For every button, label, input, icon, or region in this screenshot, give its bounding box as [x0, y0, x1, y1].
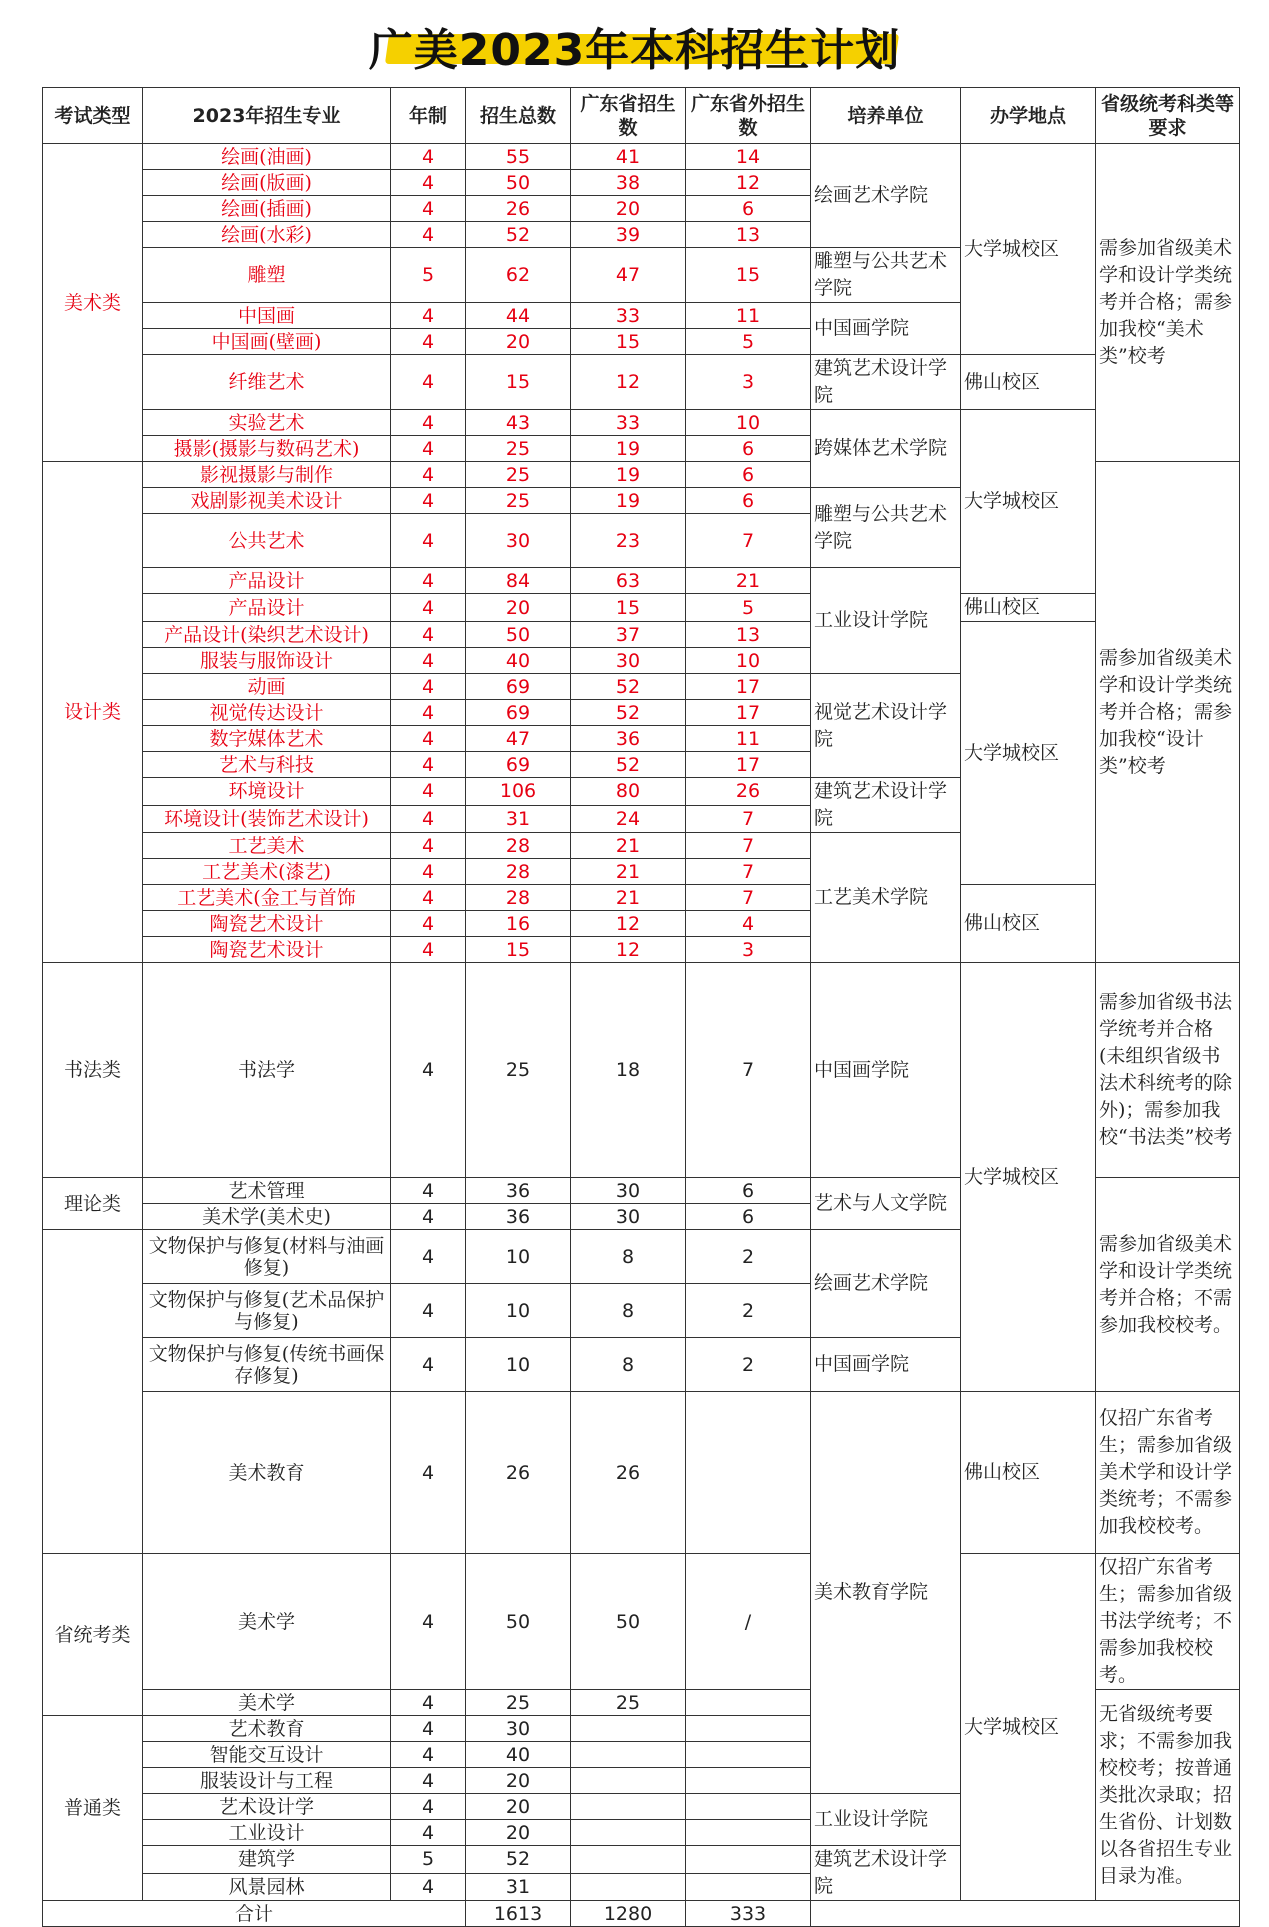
guangdong-cell: 38: [571, 170, 686, 196]
years-cell: 4: [391, 170, 466, 196]
major-cell: 文物保护与修复(材料与油画修复): [143, 1230, 391, 1284]
outside-cell: 6: [686, 1178, 811, 1204]
guangdong-cell: 24: [571, 805, 686, 833]
outside-cell: 13: [686, 622, 811, 648]
guangdong-cell: 21: [571, 833, 686, 859]
guangdong-cell: 20: [571, 196, 686, 222]
total-label: 合计: [43, 1901, 466, 1927]
location-cell: 大学城校区: [961, 410, 1096, 594]
major-cell: 数字媒体艺术: [143, 726, 391, 752]
total-cell: 106: [466, 778, 571, 806]
guangdong-cell: 36: [571, 726, 686, 752]
guangdong-cell: 47: [571, 248, 686, 303]
column-header: 招生总数: [466, 88, 571, 144]
years-cell: 4: [391, 937, 466, 963]
header-row: [43, 88, 1240, 144]
table-row: [43, 594, 1240, 622]
outside-cell: 2: [686, 1230, 811, 1284]
total-cell: 30: [466, 514, 571, 568]
outside-cell: 6: [686, 196, 811, 222]
requirement-cell: 需参加省级书法学统考并合格(未组织省级书法术科统考的除外)；需参加我校“书法类”校考: [1096, 963, 1240, 1178]
years-cell: 4: [391, 1742, 466, 1768]
years-cell: 4: [391, 410, 466, 436]
location-cell: 大学城校区: [961, 963, 1096, 1392]
years-cell: 4: [391, 963, 466, 1178]
exam-type-cell: [43, 1230, 143, 1554]
total-cell: 52: [466, 222, 571, 248]
major-cell: 动画: [143, 674, 391, 700]
major-cell: 绘画(油画): [143, 144, 391, 170]
outside-cell: 17: [686, 674, 811, 700]
outside-cell: 2: [686, 1338, 811, 1392]
guangdong-cell: 12: [571, 911, 686, 937]
location-cell: 大学城校区: [961, 1554, 1096, 1901]
guangdong-cell: 12: [571, 355, 686, 410]
total-cell: 43: [466, 410, 571, 436]
table-row: [43, 622, 1240, 648]
guangdong-cell: 8: [571, 1230, 686, 1284]
guangdong-cell: 8: [571, 1338, 686, 1392]
outside-cell: [686, 1690, 811, 1716]
guangdong-cell: 33: [571, 303, 686, 329]
unit-cell: 建筑艺术设计学院: [811, 355, 961, 410]
total-cell: 16: [466, 911, 571, 937]
guangdong-cell: 39: [571, 222, 686, 248]
outside-cell: [686, 1768, 811, 1794]
exam-type-cell: 普通类: [43, 1716, 143, 1901]
years-cell: 4: [391, 568, 466, 594]
guangdong-cell: 50: [571, 1554, 686, 1690]
guangdong-cell: 30: [571, 1178, 686, 1204]
guangdong-cell: 19: [571, 488, 686, 514]
years-cell: 4: [391, 885, 466, 911]
major-cell: 绘画(版画): [143, 170, 391, 196]
table-row: [43, 410, 1240, 436]
total-cell: 30: [466, 1716, 571, 1742]
years-cell: 4: [391, 355, 466, 410]
guangdong-cell: [571, 1794, 686, 1820]
major-cell: 美术学: [143, 1554, 391, 1690]
major-cell: 智能交互设计: [143, 1742, 391, 1768]
major-cell: 美术教育: [143, 1392, 391, 1554]
total-cell: 52: [466, 1846, 571, 1874]
major-cell: 工艺美术(金工与首饰: [143, 885, 391, 911]
total-cell: 28: [466, 885, 571, 911]
requirement-cell: 需参加省级美术学和设计学类统考并合格；需参加我校“美术类”校考: [1096, 144, 1240, 462]
outside-cell: 7: [686, 859, 811, 885]
guangdong-cell: 26: [571, 1392, 686, 1554]
guangdong-cell: 18: [571, 963, 686, 1178]
total-cell: 47: [466, 726, 571, 752]
guangdong-cell: 21: [571, 885, 686, 911]
outside-cell: 6: [686, 488, 811, 514]
requirement-cell: 仅招广东省考生；需参加省级书法学统考；不需参加我校校考。: [1096, 1554, 1240, 1690]
years-cell: 4: [391, 462, 466, 488]
years-cell: 4: [391, 1768, 466, 1794]
requirement-cell: 仅招广东省考生；需参加省级美术学和设计学类统考；不需参加我校校考。: [1096, 1392, 1240, 1554]
total-cell: 69: [466, 752, 571, 778]
major-cell: 陶瓷艺术设计: [143, 911, 391, 937]
guangdong-cell: 12: [571, 937, 686, 963]
years-cell: 4: [391, 1794, 466, 1820]
total-cell: 15: [466, 937, 571, 963]
years-cell: 4: [391, 514, 466, 568]
column-header: 考试类型: [43, 88, 143, 144]
unit-cell: 美术教育学院: [811, 1392, 961, 1794]
major-cell: 戏剧影视美术设计: [143, 488, 391, 514]
exam-type-cell: 美术类: [43, 144, 143, 462]
major-cell: 环境设计(装饰艺术设计): [143, 805, 391, 833]
table-row: [43, 963, 1240, 1178]
major-cell: 艺术教育: [143, 1716, 391, 1742]
guangdong-cell: 15: [571, 594, 686, 622]
total-cell: 25: [466, 1690, 571, 1716]
major-cell: 产品设计(染织艺术设计): [143, 622, 391, 648]
years-cell: 4: [391, 1820, 466, 1846]
total-row: [43, 1901, 1240, 1927]
guangdong-cell: [571, 1820, 686, 1846]
outside-cell: 13: [686, 222, 811, 248]
guangdong-cell: 80: [571, 778, 686, 806]
years-cell: 4: [391, 726, 466, 752]
outside-cell: [686, 1873, 811, 1901]
guangdong-cell: 30: [571, 1204, 686, 1230]
total-cell: 40: [466, 1742, 571, 1768]
outside-cell: [686, 1846, 811, 1874]
years-cell: 4: [391, 700, 466, 726]
total-blank: [811, 1901, 1240, 1927]
guangdong-cell: [571, 1873, 686, 1901]
outside-cell: [686, 1742, 811, 1768]
years-cell: 4: [391, 674, 466, 700]
unit-cell: 跨媒体艺术学院: [811, 410, 961, 488]
location-cell: 佛山校区: [961, 885, 1096, 963]
years-cell: 4: [391, 1873, 466, 1901]
unit-cell: 艺术与人文学院: [811, 1178, 961, 1230]
guangdong-cell: 52: [571, 674, 686, 700]
unit-cell: 视觉艺术设计学院: [811, 674, 961, 778]
column-header: 培养单位: [811, 88, 961, 144]
total-cell: 28: [466, 859, 571, 885]
grand-guangdong-cell: 1280: [571, 1901, 686, 1927]
guangdong-cell: [571, 1846, 686, 1874]
column-header: 年制: [391, 88, 466, 144]
location-cell: 大学城校区: [961, 622, 1096, 885]
major-cell: 环境设计: [143, 778, 391, 806]
years-cell: 4: [391, 222, 466, 248]
grand-outside-cell: 333: [686, 1901, 811, 1927]
total-cell: 62: [466, 248, 571, 303]
guangdong-cell: 23: [571, 514, 686, 568]
years-cell: 4: [391, 1554, 466, 1690]
exam-type-cell: 理论类: [43, 1178, 143, 1230]
years-cell: 4: [391, 1204, 466, 1230]
outside-cell: 7: [686, 805, 811, 833]
guangdong-cell: 25: [571, 1690, 686, 1716]
major-cell: 美术学: [143, 1690, 391, 1716]
major-cell: 中国画(壁画): [143, 329, 391, 355]
outside-cell: [686, 1392, 811, 1554]
total-cell: 69: [466, 700, 571, 726]
guangdong-cell: [571, 1716, 686, 1742]
total-cell: 20: [466, 594, 571, 622]
total-cell: 20: [466, 1768, 571, 1794]
major-cell: 艺术管理: [143, 1178, 391, 1204]
years-cell: 4: [391, 778, 466, 806]
years-cell: 4: [391, 144, 466, 170]
total-cell: 25: [466, 488, 571, 514]
outside-cell: 3: [686, 937, 811, 963]
outside-cell: 7: [686, 514, 811, 568]
major-cell: 雕塑: [143, 248, 391, 303]
major-cell: 绘画(插画): [143, 196, 391, 222]
years-cell: 4: [391, 1392, 466, 1554]
unit-cell: 中国画学院: [811, 1338, 961, 1392]
guangdong-cell: 19: [571, 436, 686, 462]
table-row: [43, 144, 1240, 170]
unit-cell: 中国画学院: [811, 963, 961, 1178]
guangdong-cell: 52: [571, 752, 686, 778]
years-cell: 4: [391, 622, 466, 648]
years-cell: 4: [391, 1178, 466, 1204]
outside-cell: 11: [686, 726, 811, 752]
guangdong-cell: 19: [571, 462, 686, 488]
major-cell: 影视摄影与制作: [143, 462, 391, 488]
major-cell: 书法学: [143, 963, 391, 1178]
table-row: [43, 355, 1240, 410]
guangdong-cell: 41: [571, 144, 686, 170]
major-cell: 艺术设计学: [143, 1794, 391, 1820]
years-cell: 4: [391, 859, 466, 885]
outside-cell: [686, 1794, 811, 1820]
outside-cell: 7: [686, 833, 811, 859]
major-cell: 纤维艺术: [143, 355, 391, 410]
unit-cell: 工业设计学院: [811, 568, 961, 674]
column-header: 省级统考科类等要求: [1096, 88, 1240, 144]
table-row: [43, 885, 1240, 911]
page-title: 广美2023年本科招生计划: [368, 25, 901, 76]
enrollment-plan-table: [42, 87, 1240, 1927]
guangdong-cell: 63: [571, 568, 686, 594]
major-cell: 中国画: [143, 303, 391, 329]
total-cell: 84: [466, 568, 571, 594]
years-cell: 4: [391, 329, 466, 355]
total-cell: 25: [466, 436, 571, 462]
years-cell: 5: [391, 248, 466, 303]
outside-cell: 7: [686, 885, 811, 911]
total-cell: 10: [466, 1230, 571, 1284]
years-cell: 4: [391, 594, 466, 622]
guangdong-cell: 33: [571, 410, 686, 436]
years-cell: 4: [391, 1230, 466, 1284]
major-cell: 建筑学: [143, 1846, 391, 1874]
outside-cell: 5: [686, 329, 811, 355]
total-cell: 28: [466, 833, 571, 859]
column-header: 2023年招生专业: [143, 88, 391, 144]
total-cell: 26: [466, 196, 571, 222]
total-cell: 10: [466, 1338, 571, 1392]
major-cell: 视觉传达设计: [143, 700, 391, 726]
outside-cell: 26: [686, 778, 811, 806]
years-cell: 4: [391, 1338, 466, 1392]
column-header: 办学地点: [961, 88, 1096, 144]
total-cell: 26: [466, 1392, 571, 1554]
years-cell: 4: [391, 1690, 466, 1716]
location-cell: 佛山校区: [961, 355, 1096, 410]
years-cell: 4: [391, 436, 466, 462]
unit-cell: 工艺美术学院: [811, 833, 961, 963]
total-cell: 40: [466, 648, 571, 674]
major-cell: 产品设计: [143, 568, 391, 594]
unit-cell: 雕塑与公共艺术学院: [811, 488, 961, 568]
unit-cell: 建筑艺术设计学院: [811, 1846, 961, 1901]
outside-cell: 14: [686, 144, 811, 170]
unit-cell: 雕塑与公共艺术学院: [811, 248, 961, 303]
total-cell: 55: [466, 144, 571, 170]
total-cell: 10: [466, 1284, 571, 1338]
unit-cell: 绘画艺术学院: [811, 1230, 961, 1338]
major-cell: 服装设计与工程: [143, 1768, 391, 1794]
outside-cell: 15: [686, 248, 811, 303]
guangdong-cell: 37: [571, 622, 686, 648]
requirement-cell: 无省级统考要求；不需参加我校校考；按普通类批次录取；招生省份、计划数以各省招生专业目录为准。: [1096, 1690, 1240, 1901]
total-cell: 25: [466, 963, 571, 1178]
major-cell: 美术学(美术史): [143, 1204, 391, 1230]
outside-cell: 6: [686, 436, 811, 462]
total-cell: 20: [466, 1794, 571, 1820]
column-header: 广东省招生数: [571, 88, 686, 144]
guangdong-cell: 15: [571, 329, 686, 355]
years-cell: 4: [391, 911, 466, 937]
years-cell: 4: [391, 196, 466, 222]
total-cell: 15: [466, 355, 571, 410]
exam-type-cell: 省统考类: [43, 1554, 143, 1716]
major-cell: 服装与服饰设计: [143, 648, 391, 674]
unit-cell: 中国画学院: [811, 303, 961, 355]
outside-cell: 2: [686, 1284, 811, 1338]
years-cell: 4: [391, 488, 466, 514]
outside-cell: 3: [686, 355, 811, 410]
column-header: 广东省外招生数: [686, 88, 811, 144]
outside-cell: 7: [686, 963, 811, 1178]
unit-cell: 绘画艺术学院: [811, 144, 961, 248]
unit-cell: 工业设计学院: [811, 1794, 961, 1846]
total-cell: 69: [466, 674, 571, 700]
outside-cell: 6: [686, 1204, 811, 1230]
major-cell: 实验艺术: [143, 410, 391, 436]
total-cell: 50: [466, 1554, 571, 1690]
years-cell: 4: [391, 303, 466, 329]
outside-cell: 5: [686, 594, 811, 622]
guangdong-cell: 8: [571, 1284, 686, 1338]
major-cell: 工艺美术(漆艺): [143, 859, 391, 885]
major-cell: 风景园林: [143, 1873, 391, 1901]
outside-cell: 12: [686, 170, 811, 196]
years-cell: 4: [391, 805, 466, 833]
total-cell: 50: [466, 622, 571, 648]
total-cell: 44: [466, 303, 571, 329]
guangdong-cell: 21: [571, 859, 686, 885]
total-cell: 36: [466, 1204, 571, 1230]
major-cell: 工业设计: [143, 1820, 391, 1846]
major-cell: 艺术与科技: [143, 752, 391, 778]
total-cell: 20: [466, 329, 571, 355]
major-cell: 文物保护与修复(艺术品保护与修复): [143, 1284, 391, 1338]
location-cell: 佛山校区: [961, 1392, 1096, 1554]
table-row: [43, 1392, 1240, 1554]
outside-cell: 17: [686, 752, 811, 778]
major-cell: 工艺美术: [143, 833, 391, 859]
total-cell: 36: [466, 1178, 571, 1204]
guangdong-cell: 52: [571, 700, 686, 726]
outside-cell: [686, 1820, 811, 1846]
major-cell: 文物保护与修复(传统书画保存修复): [143, 1338, 391, 1392]
location-cell: 佛山校区: [961, 594, 1096, 622]
major-cell: 产品设计: [143, 594, 391, 622]
major-cell: 公共艺术: [143, 514, 391, 568]
total-cell: 50: [466, 170, 571, 196]
outside-cell: 11: [686, 303, 811, 329]
major-cell: 绘画(水彩): [143, 222, 391, 248]
requirement-cell: 需参加省级美术学和设计学类统考并合格；需参加我校“设计类”校考: [1096, 462, 1240, 963]
unit-cell: 建筑艺术设计学院: [811, 778, 961, 833]
outside-cell: 4: [686, 911, 811, 937]
location-cell: 大学城校区: [961, 144, 1096, 355]
years-cell: 4: [391, 648, 466, 674]
outside-cell: 17: [686, 700, 811, 726]
exam-type-cell: 书法类: [43, 963, 143, 1178]
guangdong-cell: [571, 1768, 686, 1794]
total-cell: 31: [466, 1873, 571, 1901]
outside-cell: [686, 1716, 811, 1742]
years-cell: 5: [391, 1846, 466, 1874]
exam-type-cell: 设计类: [43, 462, 143, 963]
outside-cell: /: [686, 1554, 811, 1690]
years-cell: 4: [391, 1284, 466, 1338]
years-cell: 4: [391, 833, 466, 859]
outside-cell: 6: [686, 462, 811, 488]
major-cell: 摄影(摄影与数码艺术): [143, 436, 391, 462]
requirement-cell: 需参加省级美术学和设计学类统考并合格；不需参加我校校考。: [1096, 1178, 1240, 1392]
title-area: [0, 0, 1269, 84]
guangdong-cell: [571, 1742, 686, 1768]
years-cell: 4: [391, 752, 466, 778]
total-cell: 25: [466, 462, 571, 488]
total-cell: 31: [466, 805, 571, 833]
table-row: [43, 1554, 1240, 1690]
guangdong-cell: 30: [571, 648, 686, 674]
grand-total-cell: 1613: [466, 1901, 571, 1927]
years-cell: 4: [391, 1716, 466, 1742]
total-cell: 20: [466, 1820, 571, 1846]
major-cell: 陶瓷艺术设计: [143, 937, 391, 963]
outside-cell: 10: [686, 410, 811, 436]
outside-cell: 21: [686, 568, 811, 594]
outside-cell: 10: [686, 648, 811, 674]
